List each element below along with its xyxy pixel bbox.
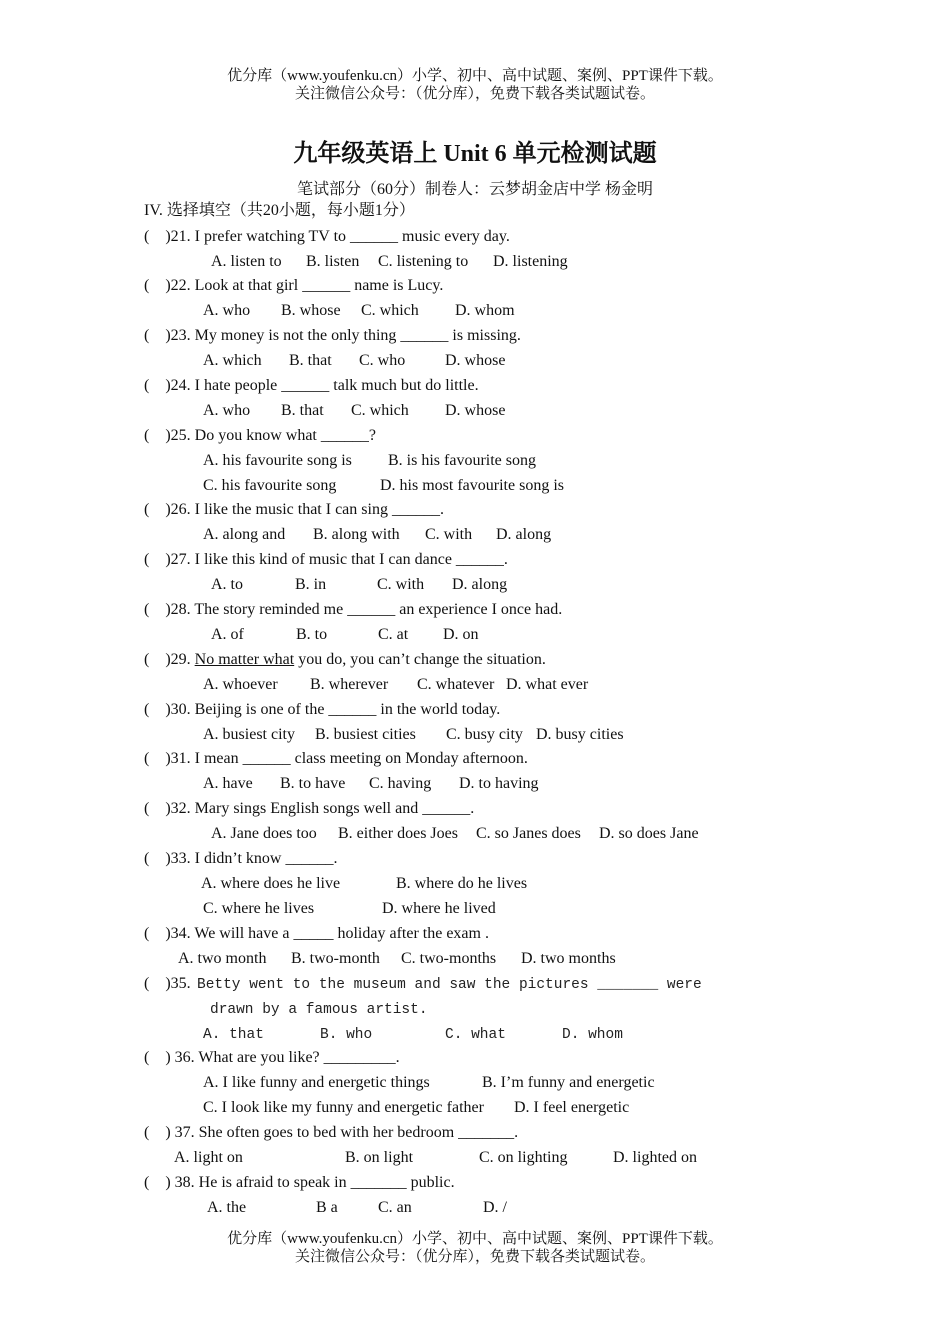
q21-option-a: A. listen to: [211, 253, 282, 270]
q29-rest: you do, you can’t change the situation.: [294, 651, 546, 668]
question-27-stem: ( )27. I like this kind of music that I can dance ______.: [144, 551, 508, 568]
question-25-stem: ( )25. Do you know what ______?: [144, 427, 376, 444]
q36-option-b: B. I’m funny and energetic: [482, 1074, 655, 1091]
question-37-stem: ( ) 37. She often goes to bed with her bedroom _______.: [144, 1124, 519, 1141]
q37-option-c: C. on lighting: [479, 1149, 568, 1166]
q37-option-d: D. lighted on: [613, 1149, 697, 1166]
q30-option-b: B. busiest cities: [315, 726, 416, 743]
question-35-number: ( )35.: [144, 975, 191, 992]
q26-option-d: D. along: [496, 526, 552, 543]
q22-option-b: B. whose: [281, 302, 341, 319]
q30-option-d: D. busy cities: [536, 726, 624, 743]
q34-option-c: C. two-months: [401, 950, 497, 967]
question-38-stem: ( ) 38. He is afraid to speak in _______ public.: [144, 1174, 455, 1191]
question-34-stem: ( )34. We will have a _____ holiday after the exam .: [144, 925, 489, 942]
q21-option-b: B. listen: [306, 253, 360, 270]
q23-option-b: B. that: [289, 352, 332, 369]
q22-option-c: C. which: [361, 302, 419, 319]
q37-option-a: A. light on: [174, 1149, 243, 1166]
q35-option-a: A. that: [203, 1027, 264, 1043]
q26-option-b: B. along with: [313, 526, 400, 543]
q38-option-d: D. /: [483, 1199, 507, 1216]
question-28-stem: ( )28. The story reminded me ______ an experience I once had.: [144, 601, 563, 618]
q34-option-a: A. two month: [178, 950, 267, 967]
q32-option-a: A. Jane does too: [211, 825, 317, 842]
q34-option-b: B. two-month: [291, 950, 380, 967]
q31-option-a: A. have: [203, 775, 253, 792]
question-26-stem: ( )26. I like the music that I can sing ______.: [144, 501, 444, 518]
q25-option-d: D. his most favourite song is: [380, 477, 564, 494]
q27-option-b: B. in: [295, 576, 327, 593]
q33-option-a: A. where does he live: [201, 875, 341, 892]
q34-option-d: D. two months: [521, 950, 616, 967]
q25-option-b: B. is his favourite song: [388, 452, 536, 469]
q29-option-c: C. whatever: [417, 676, 495, 693]
q36-option-a: A. I like funny and energetic things: [203, 1074, 430, 1091]
question-36-stem: ( ) 36. What are you like? _________.: [144, 1049, 400, 1066]
q26-option-c: C. with: [425, 526, 473, 543]
q31-option-d: D. to having: [459, 775, 539, 792]
q28-option-d: D. on: [443, 626, 479, 643]
q38-option-c: C. an: [378, 1199, 412, 1216]
q31-option-c: C. having: [369, 775, 432, 792]
q23-option-c: C. who: [359, 352, 406, 369]
q30-option-c: C. busy city: [446, 726, 523, 743]
footer-line-1: 优分库（www.youfenku.cn）小学、初中、高中试题、案例、PPT课件下载。: [227, 1231, 723, 1247]
q29-option-a: A. whoever: [203, 676, 278, 693]
q21-option-d: D. listening: [493, 253, 568, 270]
q35-option-b: B. who: [320, 1027, 373, 1043]
question-33-stem: ( )33. I didn’t know ______.: [144, 850, 338, 867]
q29-option-b: B. wherever: [310, 676, 389, 693]
question-24-stem: ( )24. I hate people ______ talk much but do little.: [144, 377, 479, 394]
q38-option-a: A. the: [207, 1199, 247, 1216]
q33-option-b: B. where do he lives: [396, 875, 528, 892]
q26-option-a: A. along and: [203, 526, 286, 543]
q28-option-c: C. at: [378, 626, 409, 643]
q22-option-d: D. whom: [455, 302, 515, 319]
q22-option-a: A. who: [203, 302, 251, 319]
question-31-stem: ( )31. I mean ______ class meeting on Monday afternoon.: [144, 750, 528, 767]
q35-text-line-2: drawn by a famous artist.: [210, 1002, 428, 1018]
q27-option-d: D. along: [452, 576, 508, 593]
question-29-stem: [144, 650, 546, 670]
q31-option-b: B. to have: [280, 775, 346, 792]
q37-option-b: B. on light: [345, 1149, 414, 1166]
question-23-stem: ( )23. My money is not the only thing ______ is missing.: [144, 327, 521, 344]
question-30-stem: ( )30. Beijing is one of the ______ in the world today.: [144, 701, 501, 718]
q28-option-b: B. to: [296, 626, 328, 643]
q28-option-a: A. of: [211, 626, 244, 643]
question-22-stem: ( )22. Look at that girl ______ name is Lucy.: [144, 277, 444, 294]
footer-line-2: 关注微信公众号：（优分库），免费下载各类试题试卷。: [294, 1249, 655, 1265]
q33-option-d: D. where he lived: [382, 900, 496, 917]
q21-option-c: C. listening to: [378, 253, 469, 270]
q36-option-d: D. I feel energetic: [514, 1099, 630, 1116]
q25-option-c: C. his favourite song: [203, 477, 337, 494]
q23-option-a: A. which: [203, 352, 262, 369]
q24-option-b: B. that: [281, 402, 324, 419]
page-title: 九年级英语上 Unit 6 单元检测试题: [293, 141, 657, 167]
q35-option-c: C. what: [445, 1027, 506, 1043]
q32-option-c: C. so Janes does: [476, 825, 581, 842]
q36-option-c: C. I look like my funny and energetic father: [203, 1099, 484, 1116]
header-line-1: 优分库（www.youfenku.cn）小学、初中、高中试题、案例、PPT课件下载。: [227, 68, 723, 84]
q38-option-b: B a: [316, 1199, 338, 1216]
q32-option-d: D. so does Jane: [599, 825, 699, 842]
q29-prefix: ( )29.: [144, 651, 195, 668]
q23-option-d: D. whose: [445, 352, 506, 369]
section-heading: IV. 选择填空（共20小题，每小题1分）: [144, 202, 415, 219]
q24-option-d: D. whose: [445, 402, 506, 419]
q32-option-b: B. either does Joes: [338, 825, 458, 842]
q30-option-a: A. busiest city: [203, 726, 295, 743]
q24-option-c: C. which: [351, 402, 409, 419]
q29-option-d: D. what ever: [506, 676, 589, 693]
q24-option-a: A. who: [203, 402, 251, 419]
q27-option-a: A. to: [211, 576, 243, 593]
q35-text-line-1: Betty went to the museum and saw the pictures _______ were: [197, 977, 702, 993]
q25-option-a: A. his favourite song is: [203, 452, 352, 469]
question-32-stem: ( )32. Mary sings English songs well and ______.: [144, 800, 475, 817]
q33-option-c: C. where he lives: [203, 900, 315, 917]
q27-option-c: C. with: [377, 576, 425, 593]
subtitle: 笔试部分（60分）制卷人：云梦胡金店中学 杨金明: [296, 181, 653, 198]
q35-option-d: D. whom: [562, 1027, 623, 1043]
header-line-2: 关注微信公众号：（优分库），免费下载各类试题试卷。: [294, 86, 655, 102]
q29-underlined-phrase: No matter what: [194, 651, 295, 668]
question-21-stem: ( )21. I prefer watching TV to ______ music every day.: [144, 228, 510, 245]
